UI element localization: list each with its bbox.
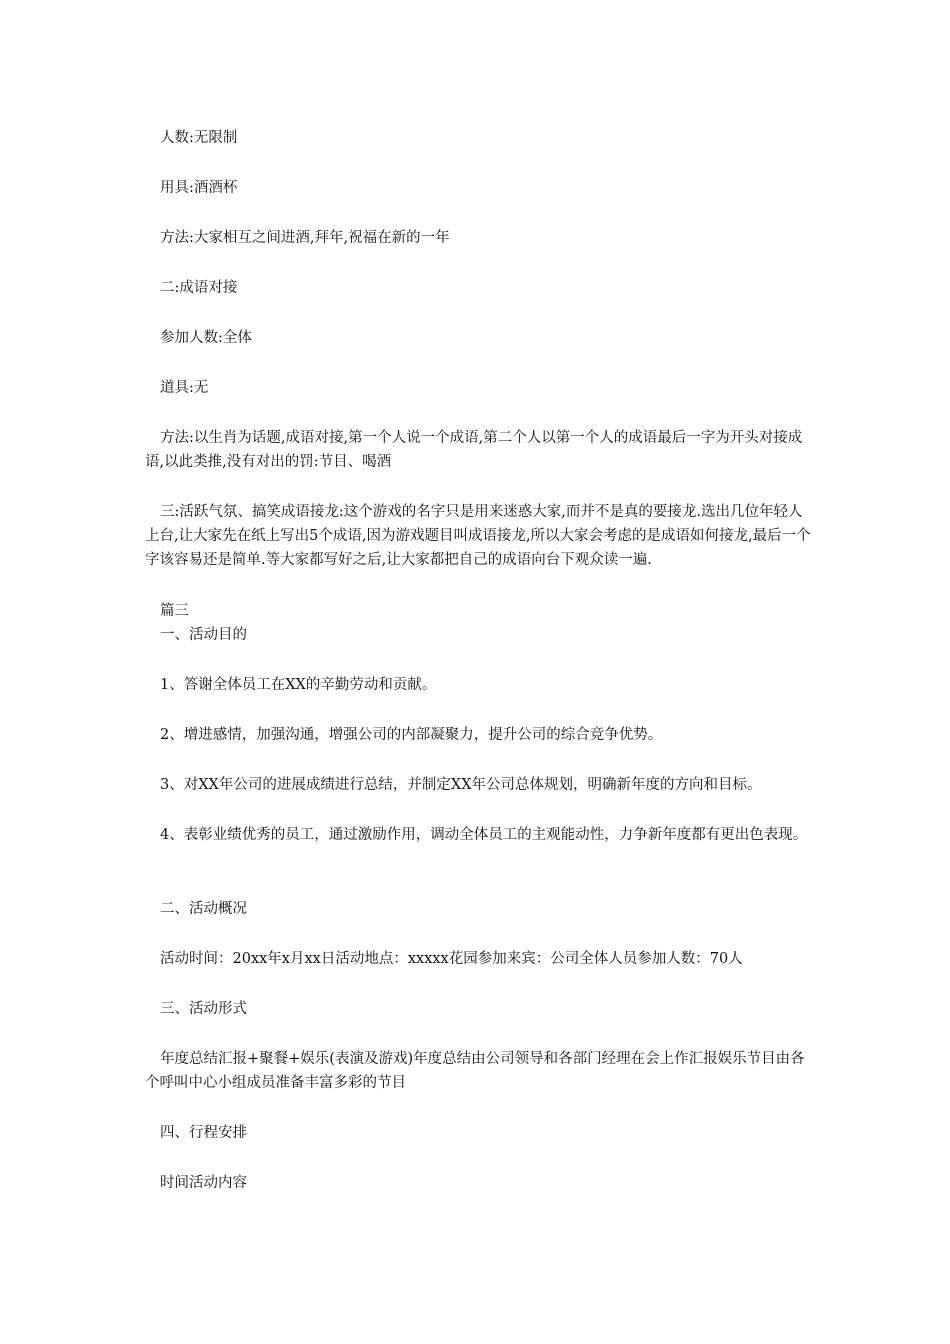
paragraph-method: 方法:大家相互之间进酒,拜年,祝福在新的一年 xyxy=(160,230,450,246)
section-schedule-heading: 四、行程安排 xyxy=(160,1125,247,1141)
purpose-item-1: 1、答谢全体员工在XX的辛勤劳动和贡献。 xyxy=(160,677,437,693)
section-purpose-heading: 一、活动目的 xyxy=(160,627,247,643)
section-format-heading: 三、活动形式 xyxy=(160,1001,247,1017)
purpose-item-4: 4、表彰业绩优秀的员工，通过激励作用，调动全体员工的主观能动性，力争新年度都有更出色表现。 xyxy=(160,827,808,843)
paragraph-idiom-props: 道具:无 xyxy=(160,380,209,396)
paragraph-participants: 人数:无限制 xyxy=(160,130,238,146)
section-idiom-heading: 二:成语对接 xyxy=(160,280,238,296)
chapter-heading: 篇三 xyxy=(160,603,189,619)
paragraph-schedule-columns: 时间活动内容 xyxy=(160,1175,247,1191)
purpose-item-3: 3、对XX年公司的进展成绩进行总结，并制定XX年公司总体规划，明确新年度的方向和目标。 xyxy=(160,777,762,793)
paragraph-overview: 活动时间：20xx年x月xx日活动地点：xxxxx花园参加来宾：公司全体人员参加人数：70人 xyxy=(160,951,743,967)
paragraph-tools: 用具:酒酒杯 xyxy=(160,180,238,196)
paragraph-idiom-participants: 参加人数:全体 xyxy=(160,330,252,346)
section-overview-heading: 二、活动概况 xyxy=(160,901,247,917)
paragraph-idiom-method: 方法:以生肖为话题,成语对接,第一个人说一个成语,第二个人以第一个人的成语最后一字为开头对接成语,以此类推,没有对出的罚:节目、喝酒 xyxy=(145,430,803,470)
purpose-item-2: 2、增进感情，加强沟通，增强公司的内部凝聚力，提升公司的综合竞争优势。 xyxy=(160,727,663,743)
paragraph-funny-idiom-game: 三:活跃气氛、搞笑成语接龙:这个游戏的名字只是用来迷惑大家,而并不是真的要接龙.选出几位年轻人上台,让大家先在纸上写出5个成语,因为游戏题目叫成语接龙,所以大家会考虑的是成语如何接龙,最后一个字该容易还是简单.等大家都写好之后,让大家都把自己的成语向台下观众读一遍. xyxy=(145,504,811,568)
paragraph-format: 年度总结汇报+聚餐+娱乐(表演及游戏)年度总结由公司领导和各部门经理在会上作汇报娱乐节目由各个呼叫中心小组成员准备丰富多彩的节目 xyxy=(145,1051,805,1091)
